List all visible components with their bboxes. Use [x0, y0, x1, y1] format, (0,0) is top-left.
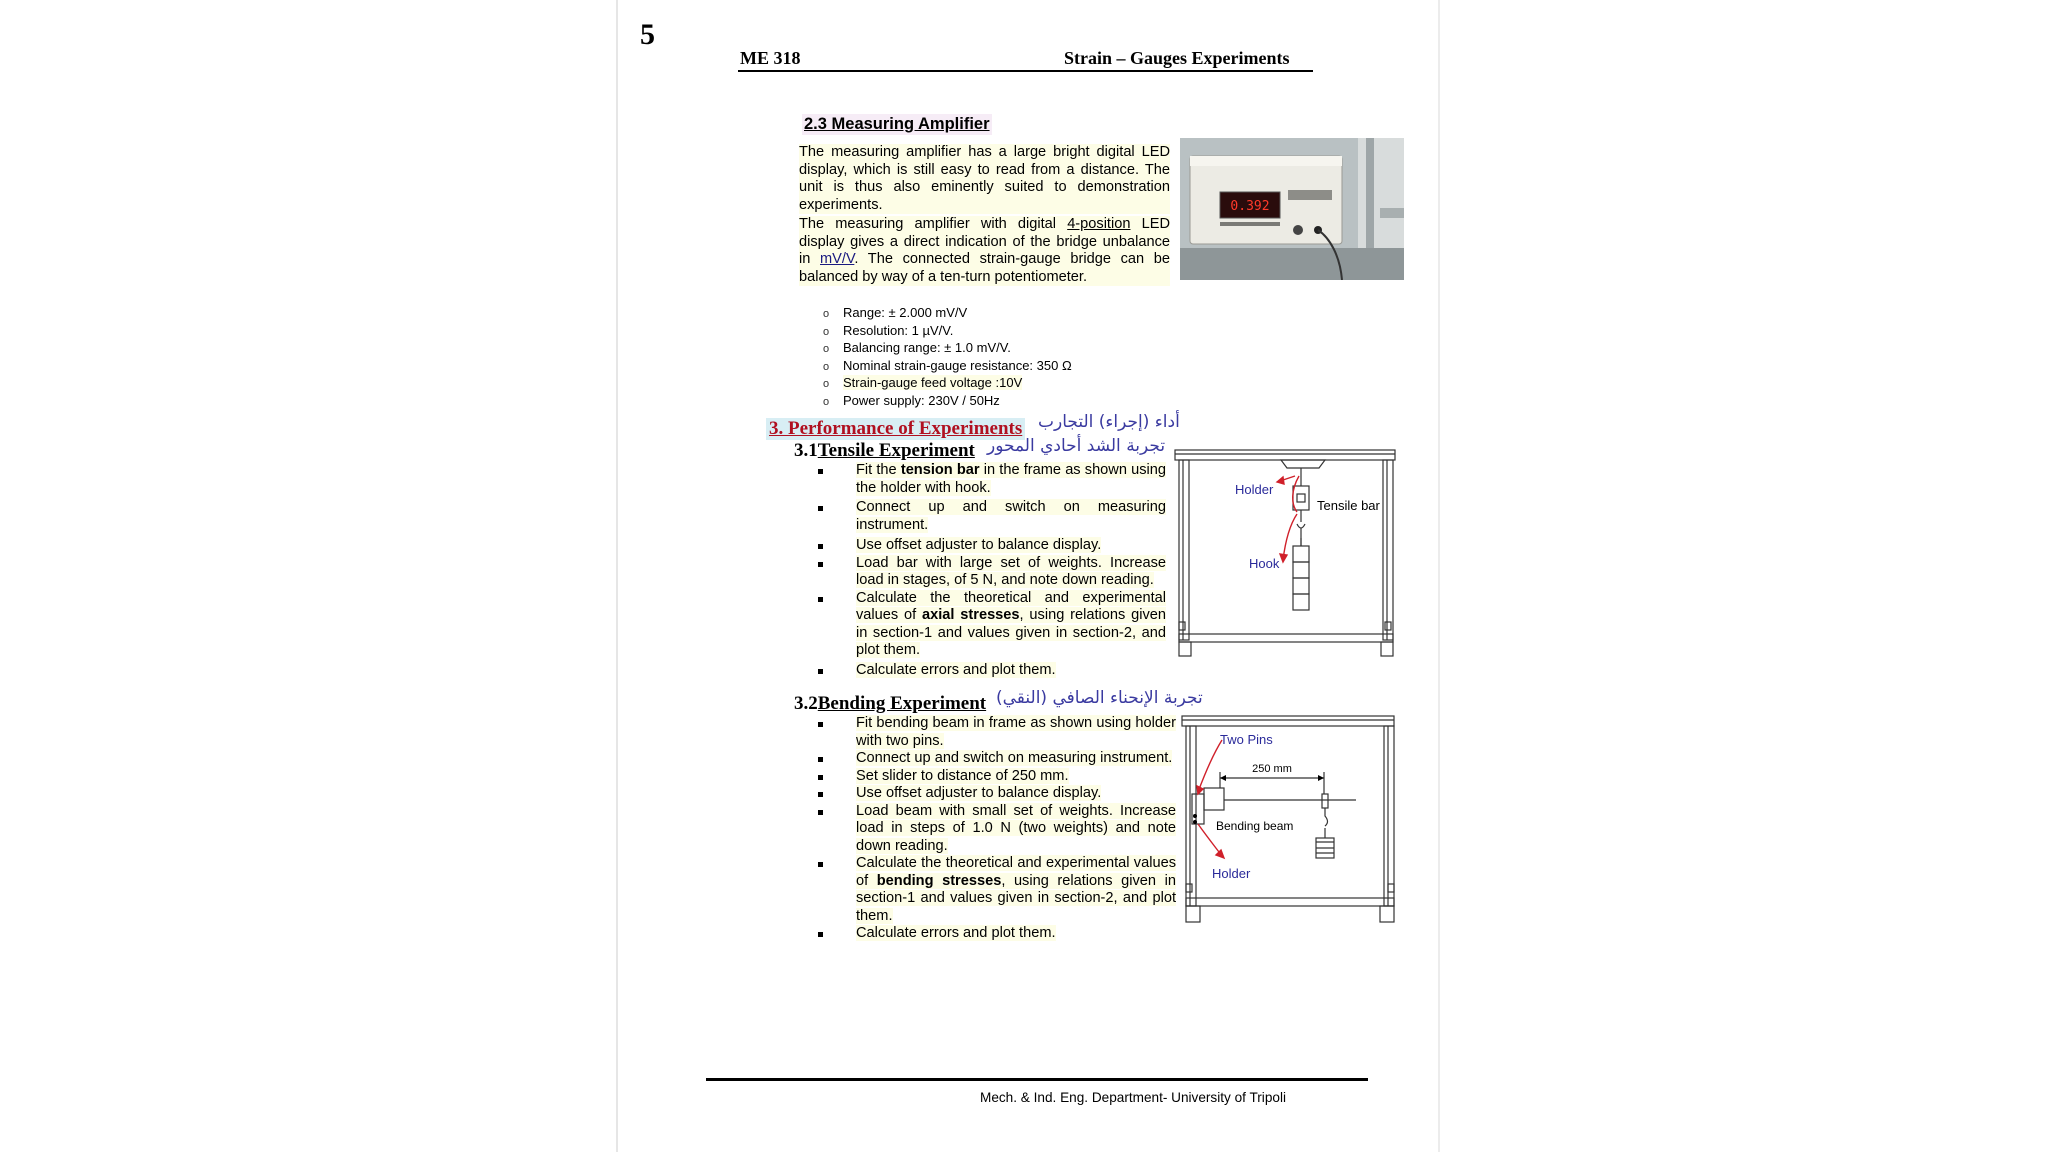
para2-underlined-2: mV/V [820, 251, 855, 267]
footer-rule [706, 1078, 1368, 1081]
figure-label-hook: Hook [1249, 556, 1280, 571]
spec-range: Range: ± 2.000 mV/V [843, 305, 968, 320]
bending-number: 3.2 [794, 693, 818, 714]
list-item [814, 855, 1176, 925]
para2-text-b: LED display gives a direct indication of the bridge unbalance in [799, 216, 1170, 267]
step-text: Use offset adjuster to balance display. [856, 785, 1102, 801]
list-item [814, 925, 1176, 943]
tensile-setup-figure [1173, 446, 1409, 670]
figure-label-tensile-bar: Tensile bar [1317, 498, 1380, 513]
step-text: Calculate the theoretical and experimental values of [856, 855, 1176, 889]
spec-bullet: o [823, 378, 830, 391]
list-item [814, 768, 1176, 786]
spec-bullet: o [823, 360, 830, 373]
step-text: in the frame as shown using the holder with hook. [856, 462, 1167, 496]
bullet-square [818, 597, 823, 602]
step-text: Load beam with small set of weights. Increase load in steps of 1.0 N (two weights) and note down reading. [856, 802, 1176, 854]
spec-bullet: o [823, 325, 830, 338]
bending-title: Bending Experiment [817, 693, 987, 714]
section-title-performance: 3. Performance of Experiments [766, 418, 1025, 440]
amplifier-specifications-list [823, 305, 1072, 411]
figure-label-holder: Holder [1212, 866, 1251, 881]
list-item [814, 750, 1176, 768]
spec-item [823, 375, 1072, 393]
section-title-bending [794, 693, 986, 715]
spec-item [823, 393, 1072, 411]
list-item [814, 715, 1176, 750]
amplifier-display-reading: 0.392 [1230, 199, 1270, 214]
para2-text-a: The measuring amplifier with digital [799, 216, 1068, 232]
bullet-square [818, 862, 823, 867]
spec-item [823, 323, 1072, 341]
step-text: Connect up and switch on measuring instrument. [856, 750, 1173, 766]
spec-resistance: Nominal strain-gauge resistance: 350 Ω [843, 357, 1072, 373]
footer-text: Mech. & Ind. Eng. Department- University of Tripoli [980, 1090, 1286, 1105]
step-text: Fit the [856, 462, 901, 478]
course-code: ME 318 [740, 48, 801, 68]
bullet-square [818, 469, 823, 474]
tensile-steps-list [814, 462, 1166, 679]
spec-item [823, 305, 1072, 323]
step-bold-text: tension bar [900, 462, 980, 478]
tensile-number: 3.1 [794, 440, 818, 461]
step-text: Set slider to distance of 250 mm. [856, 767, 1069, 784]
amplifier-paragraph-2 [799, 216, 1170, 286]
step-text: Calculate errors and plot them. [856, 925, 1056, 941]
header-rule [738, 70, 1313, 72]
tensile-title: Tensile Experiment [817, 440, 975, 461]
figure-label-bending-beam: Bending beam [1216, 819, 1294, 833]
bullet-square [818, 562, 823, 567]
bullet-square [818, 669, 823, 674]
list-item [814, 590, 1166, 660]
spec-power-supply: Power supply: 230V / 50Hz [843, 392, 1000, 408]
spec-bullet: o [823, 395, 830, 408]
bullet-square [818, 722, 823, 727]
bullet-square [818, 810, 823, 815]
list-item [814, 555, 1166, 590]
spec-resolution: Resolution: 1 µV/V. [843, 322, 954, 338]
list-item [814, 499, 1166, 534]
figure-label-holder: Holder [1235, 482, 1274, 497]
bending-steps-list [814, 715, 1176, 943]
step-text: , using relations given in section-1 and values given in section-2, and plot them. [856, 607, 1167, 658]
measuring-amplifier-photo [1180, 138, 1404, 280]
bullet-square [818, 775, 823, 780]
spec-item [823, 358, 1072, 376]
page-number: 5 [640, 18, 655, 51]
step-text: , using relations given in section-1 and values given in section-2, and plot them. [856, 872, 1176, 924]
document-subject: Strain – Gauges Experiments [1064, 48, 1290, 68]
list-item [814, 462, 1166, 497]
bending-setup-figure [1178, 712, 1410, 932]
para2-text-c: . The connected strain-gauge bridge can be balanced by way of a ten-turn potentiometer. [799, 251, 1170, 285]
figure-label-two-pins: Two Pins [1220, 732, 1273, 747]
bending-arabic-title: تجربة الإنحناء الصافي (النقي) [996, 688, 1203, 708]
figure-label-distance: 250 mm [1252, 763, 1292, 775]
bullet-square [818, 506, 823, 511]
step-text: Fit bending beam in frame as shown using holder with two pins. [856, 715, 1176, 749]
spec-feed-voltage: Strain-gauge feed voltage :10V [843, 375, 1023, 391]
spec-balancing-range: Balancing range: ± 1.0 mV/V. [843, 340, 1011, 356]
amplifier-illustration [1180, 138, 1404, 280]
spec-bullet: o [823, 343, 830, 356]
step-text: Load bar with large set of weights. Increase load in stages, of 5 N, and note down reading. [856, 554, 1166, 588]
section-title-measuring-amplifier: 2.3 Measuring Amplifier [804, 115, 990, 133]
list-item [814, 803, 1176, 856]
section-3-arabic-title: أداء (إجراء) التجارب [1038, 412, 1180, 432]
bullet-square [818, 544, 823, 549]
para2-underlined-1: 4-position [1067, 216, 1131, 232]
tensile-arabic-title: تجربة الشد أحادي المحور [987, 436, 1166, 456]
bullet-square [818, 932, 823, 937]
spec-item [823, 340, 1072, 358]
step-text: Connect up and switch on measuring instrument. [856, 499, 1166, 533]
list-item [814, 537, 1166, 555]
list-item [814, 785, 1176, 803]
document-page [616, 0, 1440, 1152]
spec-bullet: o [823, 308, 830, 320]
bullet-square [818, 792, 823, 797]
step-text: Calculate errors and plot them. [856, 661, 1056, 678]
step-bold-text: bending stresses [876, 872, 1002, 889]
bullet-square [818, 757, 823, 762]
amplifier-paragraph-1: The measuring amplifier has a large bright digital LED display, which is still easy to read from a distance. The unit is thus also eminently suited to demonstration experiments. [799, 144, 1170, 213]
step-text: Calculate the theoretical and experimental values of [856, 589, 1166, 623]
step-bold-text: axial stresses [922, 607, 1020, 623]
step-text: Use offset adjuster to balance display. [856, 537, 1102, 553]
list-item [814, 662, 1166, 680]
section-title-tensile [794, 440, 975, 462]
